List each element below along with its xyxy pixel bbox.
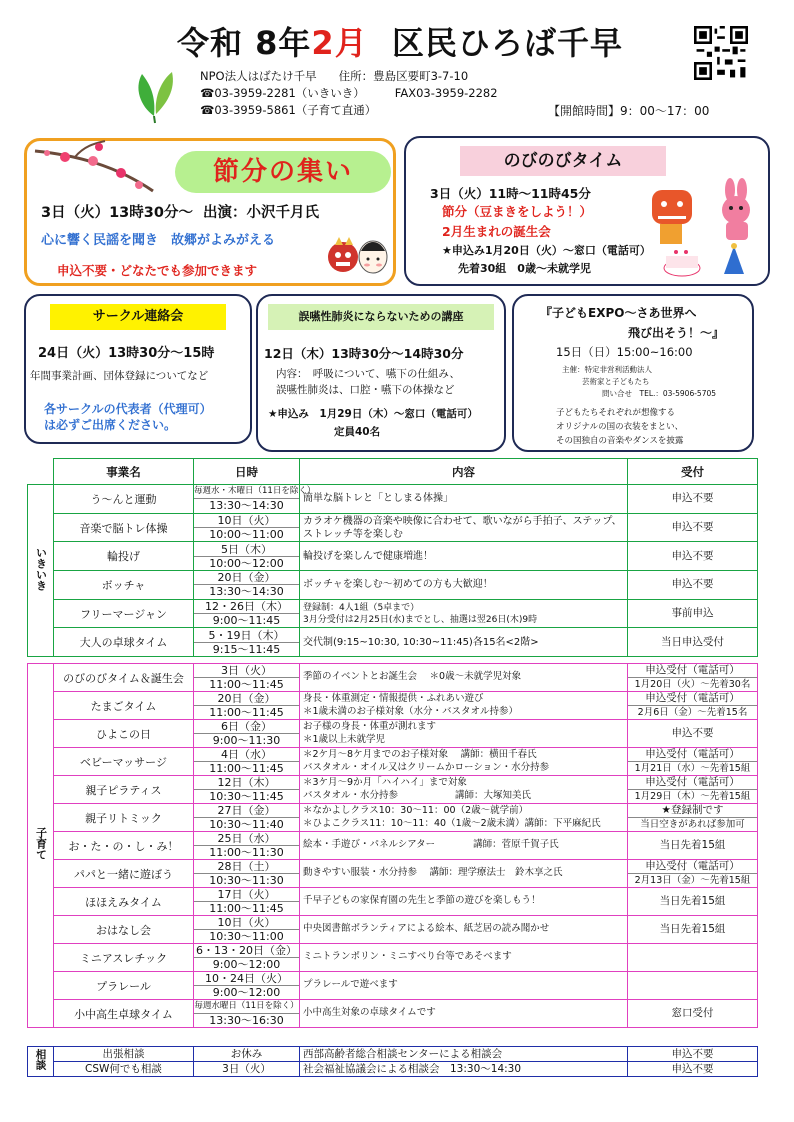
event-name: 出張相談 (54, 1047, 194, 1062)
leaf-logo-icon (132, 66, 178, 124)
event-date: 毎週水曜日（11日を除く） (194, 1000, 299, 1014)
header-reception: 受付 (628, 459, 758, 485)
table-row (28, 748, 758, 776)
event-time: 3日（火） (194, 1062, 300, 1077)
plum-blossom-icon (35, 141, 155, 201)
event-time (194, 571, 300, 600)
event-date: 10日（火） (194, 514, 299, 528)
event-reception-period: 1月20日（火）～先着30名 (634, 679, 751, 690)
event-name: ベビーマッサージ (54, 748, 194, 776)
event-reception: 申込不要 (628, 571, 758, 600)
table-row (28, 720, 758, 748)
event-description: 交代制(9:15~10:30, 10:30~11:45)各15名<2階> (300, 628, 628, 657)
event-date: 28日（土） (194, 860, 299, 874)
setsubun-event-box (24, 138, 396, 286)
event-reception: 申込不要 (628, 1062, 758, 1077)
soudan-schedule-table (27, 1046, 758, 1077)
pneumonia-datetime: 12日（木）13時30分～14時30分 (264, 346, 464, 361)
nobinobi-datetime: 3日（火）11時～11時45分 (430, 186, 591, 201)
event-description: 季節のイベントとお誕生会 ＊0歳～未就学児対象 (300, 664, 628, 692)
event-time (194, 1000, 300, 1028)
event-description: ミニトランポリン・ミニすべり台等であそべます (300, 944, 628, 972)
event-hours: 13:30～14:30 (209, 585, 284, 599)
event-reception: 申込不要 (628, 485, 758, 514)
pneumonia-capacity: 定員40名 (334, 426, 381, 438)
table-row (28, 542, 758, 571)
event-time (194, 888, 300, 916)
circle-meeting-notice-1: 各サークルの代表者（代理可） (44, 402, 212, 416)
circle-meeting-datetime: 24日（火）13時30分～15時 (38, 346, 215, 361)
event-hours: 9:00～11:30 (212, 734, 281, 747)
category-ikiiki (28, 485, 54, 657)
event-date: 27日（金） (194, 804, 299, 818)
event-name: ボッチャ (54, 571, 194, 600)
event-description: お子様の身長・体重が測れます ＊1歳以上未就学児 (300, 720, 628, 748)
tel-ikiiki: ☎03-3959-2281（いきいき） (200, 86, 365, 100)
event-hours: 10:30～11:00 (209, 930, 284, 943)
table-row (28, 832, 758, 860)
event-reception: 申込不要 (628, 513, 758, 542)
event-name: たまごタイム (54, 692, 194, 720)
event-time (194, 485, 316, 514)
event-description: ＊3ケ月～9か月「ハイハイ」まで対象 バスタオル・水分持参 講師：大塚知美氏 (300, 776, 628, 804)
event-name: ひよこの日 (54, 720, 194, 748)
table-row (28, 1047, 758, 1062)
event-hours: 10:30～11:45 (209, 790, 284, 803)
event-name: おはなし会 (54, 916, 194, 944)
table-row (28, 513, 758, 542)
event-reception (628, 972, 758, 1000)
event-reception (628, 664, 758, 692)
table-row (28, 692, 758, 720)
event-date: 17日（火） (194, 888, 299, 902)
event-time (194, 776, 300, 804)
event-reception (628, 692, 758, 720)
event-name: お・た・の・し・み！ (54, 832, 194, 860)
event-reception: 当日先着15組 (628, 888, 758, 916)
pneumonia-lecture-box (256, 294, 506, 452)
category-label: 相談 (34, 1049, 47, 1070)
expo-desc-1: 子どもたちそれぞれが想像する (556, 408, 676, 418)
table-row (28, 664, 758, 692)
event-description: 輪投げを楽しんで健康増進！ (300, 542, 628, 571)
event-date: 10・24日（火） (194, 972, 299, 986)
event-name: のびのびタイム＆誕生会 (54, 664, 194, 692)
opening-hours: 【開館時間】9：00～17：00 (548, 104, 710, 118)
org-info (200, 68, 498, 119)
expo-desc-2: オリジナルの国の衣装をまとい、 (556, 422, 684, 432)
org-address: 住所：豊島区要町3-7-10 (338, 69, 469, 83)
nobinobi-application: ★申込み1月20日（火）～窓口（電話可） (442, 244, 651, 257)
table-row (28, 628, 758, 657)
pneumonia-content (276, 366, 460, 398)
event-time (194, 599, 300, 628)
event-time (194, 832, 300, 860)
event-reception: 申込不要 (628, 542, 758, 571)
event-name: フリーマージャン (54, 599, 194, 628)
title-venue: 区民ひろば千早 (367, 24, 623, 62)
event-reception-period: 2月13日（金）～先着15組 (634, 875, 751, 886)
event-hours: 10:00～11:00 (209, 528, 284, 542)
header-name: 事業名 (54, 459, 194, 485)
event-time (194, 542, 300, 571)
event-name: パパと一緒に遊ぼう (54, 860, 194, 888)
event-date: 6・13・20日（金） (196, 944, 297, 957)
event-date: 6日（金） (194, 720, 299, 734)
event-description: カラオケ機器の音楽や映像に合わせて、歌いながら手拍子、ステップ、ストレッチ等を楽しむ (300, 513, 628, 542)
event-time: お休み (194, 1047, 300, 1062)
event-hours: 11:00～11:45 (209, 706, 284, 719)
page-title (170, 18, 630, 64)
tel-kosodate: ☎03-3959-5861（子育て直通） (200, 103, 377, 117)
table-row (28, 972, 758, 1000)
event-description: ボッチャを楽しむ～初めての方も大歓迎！ (300, 571, 628, 600)
nobinobi-title: のびのびタイム (460, 146, 666, 176)
table-row (28, 860, 758, 888)
expo-desc-3: その国独自の音楽やダンスを披露 (556, 436, 684, 446)
pneumonia-title: 誤嚥性肺炎にならないための講座 (268, 304, 494, 330)
table-row (28, 599, 758, 628)
event-reception-method: 申込受付（電話可） (628, 748, 757, 762)
table-row (28, 571, 758, 600)
expo-organizer-1: 主催：特定非営利活動法人 (562, 365, 652, 374)
event-name: ほほえみタイム (54, 888, 194, 916)
event-date: 20日（金） (194, 692, 299, 706)
event-description: プラレールで遊べます (300, 972, 628, 1000)
table-row (28, 916, 758, 944)
event-reception: 事前申込 (628, 599, 758, 628)
event-time (194, 720, 300, 748)
event-description: 小中高生対象の卓球タイムです (300, 1000, 628, 1028)
event-name: う～んと運動 (54, 485, 194, 514)
event-reception: 窓口受付 (628, 1000, 758, 1028)
table-header-row (28, 459, 758, 485)
category-soudan (28, 1047, 54, 1077)
event-date: 5・19日（木） (194, 629, 299, 643)
event-time (194, 628, 300, 657)
fax-number: FAX03-3959-2282 (394, 86, 498, 100)
org-name: NPO法人はばたけ千早 (200, 69, 317, 83)
event-hours: 9:00～12:00 (212, 958, 281, 971)
event-hours: 9:00～12:00 (212, 986, 281, 999)
event-name: プラレール (54, 972, 194, 1000)
event-description: 登録制：4人1組（5卓まで） 3月分受付は2月25日(水)までとし、抽選は翌26日(木)9時 (300, 599, 628, 628)
nobinobi-birthday: 2月生まれの誕生会 (442, 224, 551, 239)
event-reception: 当日先着15組 (628, 832, 758, 860)
event-description: ＊2ケ月～8ケ月までのお子様対象 講師：横田千春氏 バスタオル・オイル又はクリームかローション・水分持参 (300, 748, 628, 776)
event-reception (628, 804, 758, 832)
event-time (194, 513, 300, 542)
setsubun-subtitle: 心に響く民謡を聞き 故郷がよみがえる (41, 233, 276, 248)
event-hours: 11:00～11:45 (209, 902, 284, 915)
event-reception: 当日先着15組 (628, 916, 758, 944)
event-time (194, 664, 300, 692)
table-row (28, 485, 758, 514)
oni-and-rabbit-icon (646, 180, 764, 280)
event-hours: 13:30～16:30 (209, 1014, 284, 1027)
table-row (28, 944, 758, 972)
event-date: 10日（火） (194, 916, 299, 930)
event-reception-method: 申込受付（電話可） (628, 776, 757, 790)
event-description: ＊なかよしクラス10：30～11：00（2歳～就学前） ＊ひよこクラス11：10～11：40（1歳～2歳未満）講師：下平麻紀氏 (300, 804, 628, 832)
event-date: 毎週水・木曜日（11日を除く） (194, 485, 299, 499)
circle-meeting-topics: 年間事業計画、団体登録についてなど (30, 370, 209, 382)
event-time (194, 944, 300, 972)
pneumonia-content-2: 誤嚥性肺炎は、口腔・嚥下の体操など (276, 384, 455, 396)
event-name: 小中高生卓球タイム (54, 1000, 194, 1028)
event-time (194, 804, 300, 832)
circle-meeting-title: サークル連絡会 (50, 304, 226, 330)
event-hours: 13:30～14:30 (209, 499, 284, 513)
event-date: 20日（金） (194, 571, 299, 585)
event-reception (628, 944, 758, 972)
event-reception (628, 776, 758, 804)
event-description: 身長・体重測定・情報提供・ふれあい遊び ＊1歳未満のお子様対象（水分・バスタオル持参） (300, 692, 628, 720)
kids-expo-box (512, 294, 754, 452)
category-kosodate (28, 664, 54, 1028)
event-reception: 申込不要 (628, 1047, 758, 1062)
event-name: 親子リトミック (54, 804, 194, 832)
table-row (28, 776, 758, 804)
event-name: CSW何でも相談 (54, 1062, 194, 1077)
header-content: 内容 (300, 459, 628, 485)
event-name: ミニアスレチック (54, 944, 194, 972)
oni-mask-icon (327, 235, 391, 275)
event-date: 3日（火） (194, 664, 299, 678)
ikiiki-schedule-table (27, 458, 758, 657)
event-hours: 11:00～11:45 (209, 678, 284, 691)
event-reception (628, 860, 758, 888)
kosodate-rows (28, 664, 758, 1028)
event-name: 大人の卓球タイム (54, 628, 194, 657)
expo-title-2: 飛び出そう！～』 (628, 326, 725, 340)
event-description: 西部高齢者総合相談センターによる相談会 (300, 1047, 628, 1062)
qr-code-icon[interactable] (694, 26, 748, 80)
event-reception-period: 1月21日（水）～先着15組 (634, 763, 751, 774)
kosodate-schedule-table (27, 663, 758, 1028)
category-label: 子育て (34, 827, 48, 860)
nobinobi-theme: 節分（豆まきをしよう！） (442, 204, 593, 219)
expo-title-1: 『子どもEXPO～さあ世界へ (540, 306, 697, 320)
event-hours: 11:00～11:30 (209, 846, 284, 859)
event-time (194, 860, 300, 888)
pneumonia-application: ★申込み 1月29日（木）～窓口（電話可） (268, 408, 478, 420)
circle-meeting-box (24, 294, 252, 444)
event-reception-period: 2月6日（金）～先着15名 (637, 707, 748, 718)
setsubun-note: 申込不要・どなたでも参加できます (57, 263, 258, 278)
category-label: いきいき (34, 546, 48, 591)
event-reception: 当日申込受付 (628, 628, 758, 657)
event-date: 12日（木） (194, 776, 299, 790)
title-month: 2月 (311, 24, 368, 62)
table-row (28, 804, 758, 832)
header-time: 日時 (194, 459, 300, 485)
event-reception-method: ★登録制です (628, 804, 757, 818)
nobinobi-capacity: 先着30組 0歳～未就学児 (458, 262, 591, 275)
event-hours: 10:00～12:00 (209, 556, 284, 570)
table-row (28, 888, 758, 916)
event-reception-period: 1月29日（木）～先着15組 (634, 791, 751, 802)
event-hours: 10:30～11:40 (209, 818, 284, 831)
event-time (194, 748, 300, 776)
event-hours: 10:30～11:30 (209, 874, 284, 887)
event-reception-method: 申込受付（電話可） (628, 664, 757, 678)
event-reception-period: 当日空きがあれば参加可 (640, 819, 745, 830)
event-reception-method: 申込受付（電話可） (628, 692, 757, 706)
event-name: 音楽で脳トレ体操 (54, 513, 194, 542)
event-time (194, 916, 300, 944)
event-time (194, 972, 300, 1000)
event-description: 絵本・手遊び・パネルシアター 講師：菅原千賀子氏 (300, 832, 628, 860)
event-date: 25日（水） (194, 832, 299, 846)
event-date: 12・26日（木） (194, 600, 299, 614)
nobinobi-time-box (404, 136, 770, 286)
event-description: 千早子どもの家保育園の先生と季節の遊びを楽しもう！ (300, 888, 628, 916)
event-reception: 申込不要 (628, 720, 758, 748)
event-name: 親子ピラティス (54, 776, 194, 804)
event-description: 簡単な脳トレと「としまる体操」 (300, 485, 628, 514)
event-date: 4日（水） (194, 748, 299, 762)
setsubun-date: 3日（火）13時30分～ 出演：小沢千月氏 (41, 205, 320, 221)
event-date: 5日（木） (194, 543, 299, 557)
event-hours: 11:00～11:45 (209, 762, 284, 775)
expo-datetime: 15日（日）15:00~16:00 (556, 345, 693, 359)
expo-contact: 問い合せ TEL.：03-5906-5705 (602, 389, 717, 398)
event-description: 中央図書館ボランティアによる絵本、紙芝居の読み聞かせ (300, 916, 628, 944)
title-year: 令和 8年 (177, 24, 312, 62)
event-reception (628, 748, 758, 776)
event-description: 社会福祉協議会による相談会 13:30～14:30 (300, 1062, 628, 1077)
table-row (28, 1000, 758, 1028)
circle-meeting-notice-2: は必ずご出席ください。 (44, 418, 177, 432)
expo-organizer-2: 芸術家と子どもたち (582, 377, 650, 386)
event-hours: 9:15～11:45 (212, 642, 281, 656)
setsubun-badge: 節分の集い (175, 151, 391, 193)
event-description: 動きやすい服装・水分持参 講師：理学療法士 鈴木享之氏 (300, 860, 628, 888)
event-hours: 9:00～11:45 (212, 614, 281, 628)
table-row (28, 1062, 758, 1077)
event-name: 輪投げ (54, 542, 194, 571)
event-reception-method: 申込受付（電話可） (628, 860, 757, 874)
pneumonia-content-1: 内容： 呼吸について、嚥下の仕組み、 (276, 368, 460, 380)
event-time (194, 692, 300, 720)
